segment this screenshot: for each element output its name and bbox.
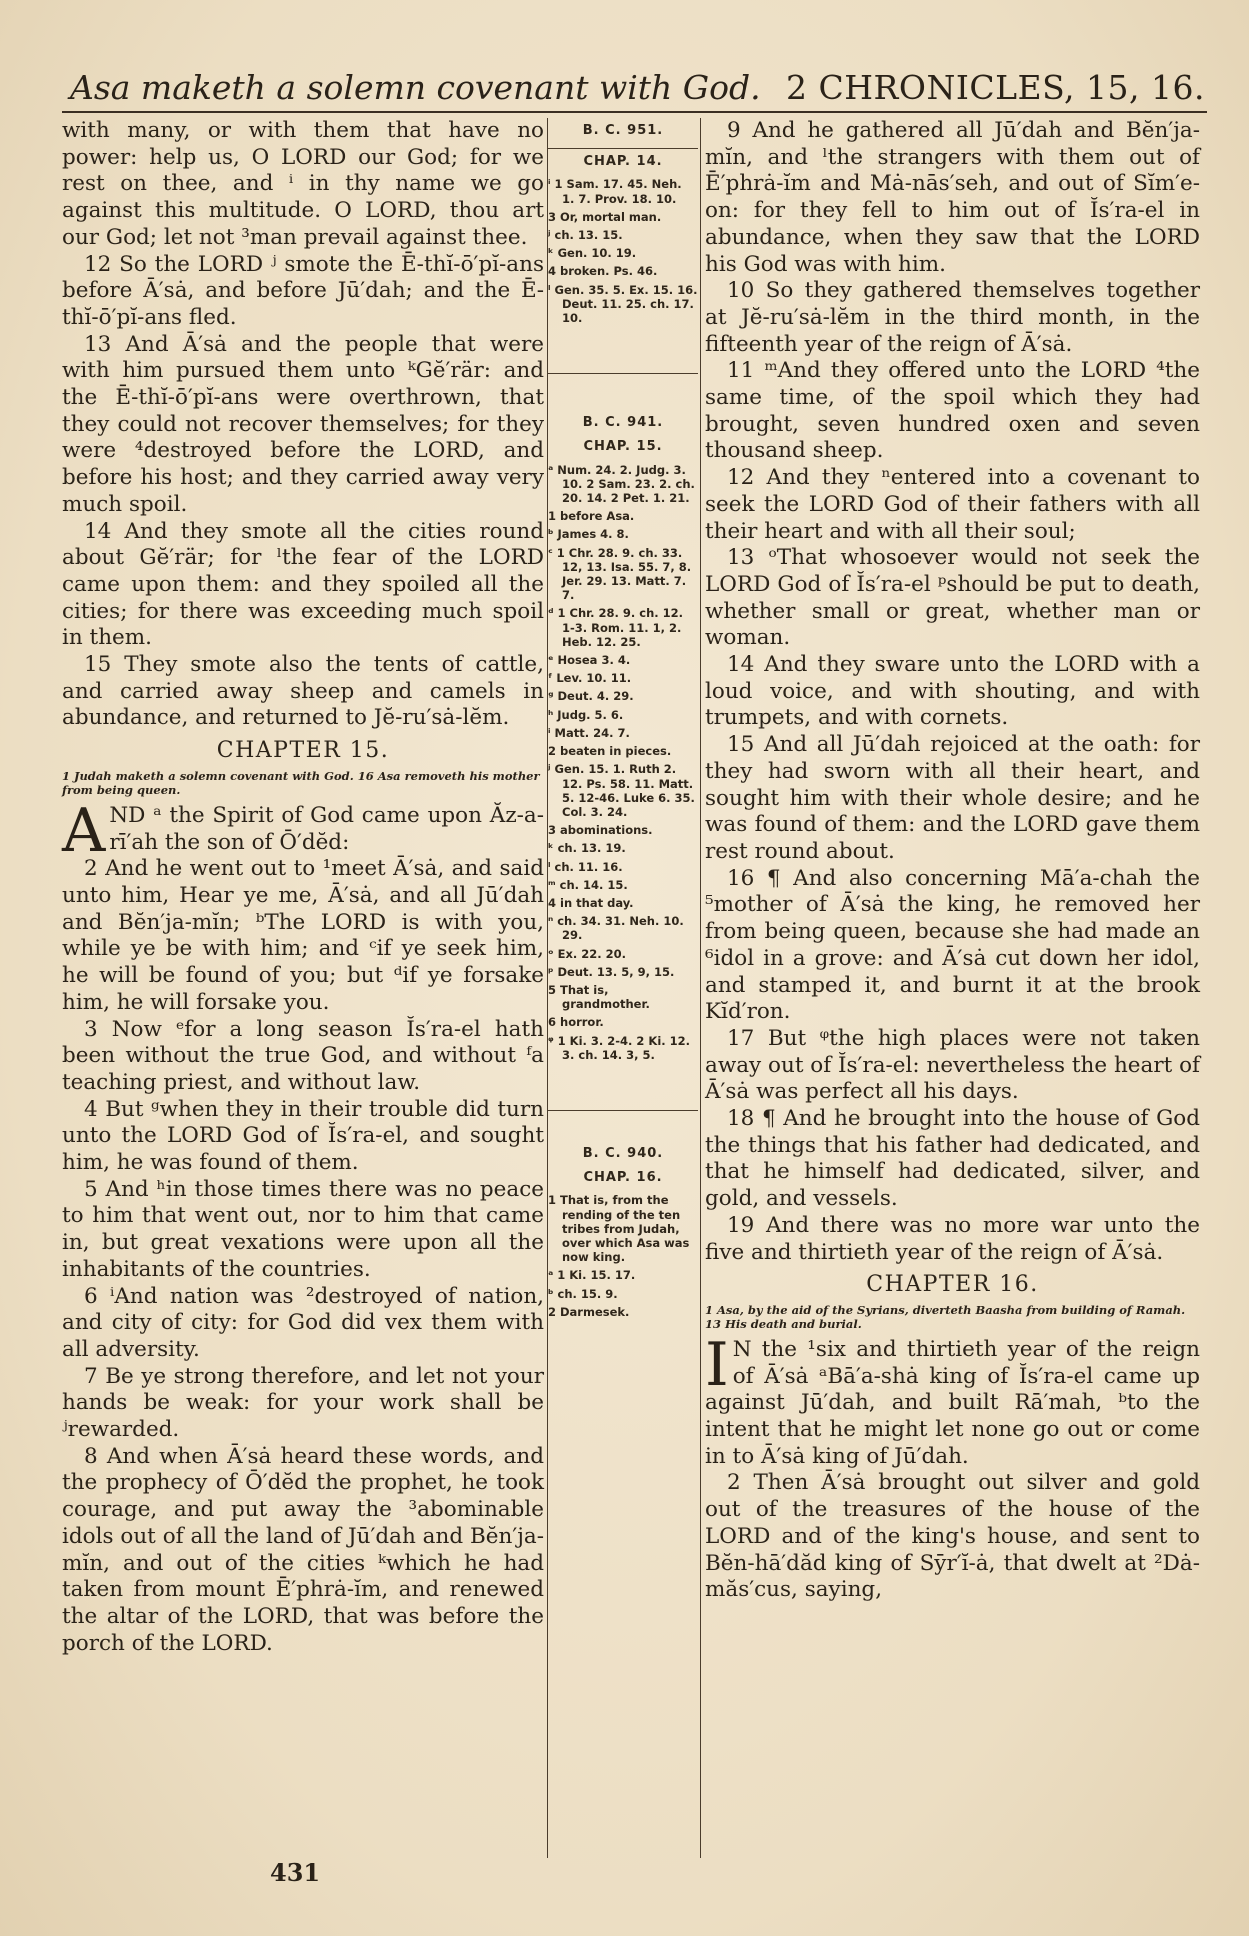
- right-text-column: [705, 118, 1200, 1604]
- margin-note: ᵇ ch. 15. 9.: [548, 1286, 618, 1301]
- chapter-summary: 1 Judah maketh a solemn covenant with God. 16 Asa removeth his mother from being queen.: [62, 768, 540, 797]
- verse-text: 14 And they smote all the cities round about Gĕ′rär; for ˡthe fear of the LORD came upon them: and they spoiled all the cities; for there was exceeding much spoil in them.: [62, 518, 544, 651]
- verse-text: 2 Then Ā′sȧ brought out silver and gold out of the treasures of the house of the LORD and of the king's house, and sent to Bĕn-hā′dăd king of Sȳr′ĭ-ȧ, that dwelt at ²Dȧ-măs′cus, saying,: [705, 1470, 1200, 1603]
- margin-rule: [548, 148, 698, 149]
- margin-note: ʲ ch. 13. 15.: [548, 228, 623, 243]
- running-header: [70, 68, 1205, 112]
- verse-text: 17 But ᵠthe high places were not taken away out of Ĭs′ra-el: nevertheless the heart of Ā′sȧ was perfect all his days.: [705, 1025, 1200, 1105]
- margin-note: ᵃ 1 Ki. 15. 17.: [548, 1268, 636, 1283]
- margin-note: ⁱ Matt. 24. 7.: [548, 725, 630, 740]
- verse-text: 8 And when Ā′sȧ heard these words, and the prophecy of Ō′dĕd the prophet, he took courage, and put away the ³abominable idols out of all the land of Jū′dah and Bĕn′ja-mĭn, and out of the cities ᵏwhich he had taken from mount Ē′phrȧ-ĭm, and renewed the altar of the LORD, that was before the porch of the LORD.: [62, 1443, 544, 1656]
- margin-note: ᵉ Hosea 3. 4.: [548, 653, 631, 668]
- margin-note: ᵐ ch. 14. 15.: [548, 877, 628, 892]
- verse-text: 14 And they sware unto the LORD with a loud voice, and with shouting, and with trumpets, and with cornets.: [705, 652, 1200, 731]
- verse-text: 15 And all Jū′dah rejoiced at the oath: for they had sworn with all their heart, and sought him with their whole desire; and he was found of them: and the LORD gave them rest round about.: [705, 732, 1200, 864]
- header-book-reference: 2 CHRONICLES, 15, 16.: [786, 68, 1205, 107]
- verse-text: 5 And ʰin those times there was no peace to him that went out, nor to him that came in, but great vexations were upon all the inhabitants of the countries.: [62, 1176, 544, 1282]
- margin-chapter: CHAP. 16.: [583, 1170, 663, 1186]
- margin-note: ⁿ ch. 34. 31. Neh. 10. 29.: [548, 914, 684, 943]
- page-number: 431: [270, 1858, 321, 1887]
- margin-rule: [548, 1110, 698, 1111]
- drop-cap: I: [705, 1329, 729, 1400]
- margin-note: ʰ Judg. 5. 6.: [548, 707, 624, 722]
- verse-text: 12 So the LORD ʲ smote the Ē-thĭ-ō′pĭ-ans before Ā′sȧ, and before Jū′dah; and the Ē-thĭ-ō′pĭ-ans fled.: [62, 251, 544, 330]
- verse-text: 3 Now ᵉfor a long season Ĭs′ra-el hath been without the true God, and without ᶠa teaching priest, and without law.: [62, 1016, 544, 1095]
- verse-text: 18 ¶ And he brought into the house of God the things that his father had dedicated, and that he himself had dedicated, silver, and gold, and vessels.: [705, 1106, 1200, 1212]
- verse-text: 11 ᵐAnd they offered unto the LORD ⁴the same time, of the spoil which they had brought, seven hundred oxen and seven thousand sheep.: [705, 358, 1200, 464]
- margin-note: ᵒ Ex. 22. 20.: [548, 946, 627, 961]
- chapter-heading: CHAPTER 15.: [216, 738, 390, 764]
- margin-note: 6 horror.: [548, 1015, 604, 1030]
- margin-note: 2 Darmesek.: [548, 1304, 630, 1319]
- verse-text: 9 And he gathered all Jū′dah and Bĕn′ja-mĭn, and ˡthe strangers with them out of Ē′phrȧ-ĭm and Mȧ-nās′seh, and out of Sĭm′e-on: for they fell to him out of Ĭs′ra-el in abundance, when they saw that the LORD his God was with him.: [705, 118, 1200, 277]
- margin-note: 1 before Asa.: [548, 509, 635, 524]
- chapter-heading: CHAPTER 16.: [866, 1272, 1039, 1298]
- margin-note: ᵏ ch. 13. 19.: [548, 841, 626, 856]
- header-left-title: Asa maketh a solemn covenant with God.: [70, 68, 761, 107]
- margin-note: ᵠ 1 Ki. 3. 2-4. 2 Ki. 12. 3. ch. 14. 3, 5.: [548, 1033, 691, 1062]
- margin-rule: [548, 373, 698, 374]
- margin-chapter: CHAP. 15.: [583, 439, 663, 455]
- verse-text: 10 So they gathered themselves together at Jĕ-ru′sȧ-lĕm in the third month, in the fifteenth year of the reign of Ā′sȧ.: [705, 278, 1200, 357]
- verse-text: 13 And Ā′sȧ and the people that were with him pursued them unto ᵏGĕ′rär: and the Ē-thĭ-ō′pĭ-ans were overthrown, that they could not recover themselves; for they were ⁴destroyed before the LORD, and before his host; and they carried away very much spoil.: [62, 331, 544, 517]
- margin-references: [548, 118, 698, 1323]
- margin-note: ᵖ Deut. 13. 5, 9, 15.: [548, 964, 675, 979]
- margin-note: ⁱ 1 Sam. 17. 45. Neh. 1. 7. Prov. 18. 10.: [548, 177, 682, 206]
- margin-note: 2 beaten in pieces.: [548, 744, 672, 759]
- verse-text: 6 ⁱAnd nation was ²destroyed of nation, and city of city: for God did vex them with all adversity.: [62, 1283, 544, 1362]
- margin-note: 4 broken. Ps. 46.: [548, 264, 658, 279]
- verse-text: 19 And there was no more war unto the five and thirtieth year of the reign of Ā′sȧ.: [705, 1212, 1200, 1265]
- margin-chapter: CHAP. 14.: [583, 154, 663, 170]
- margin-note: 3 abominations.: [548, 823, 653, 838]
- verse-text: with many, or with them that have no power: help us, O LORD our God; for we rest on thee, and ⁱ in thy name we go against this multitude. O LORD, thou art our God; let not ³man prevail against thee.: [62, 118, 544, 250]
- verse-text: 4 But ᵍwhen they in their trouble did turn unto the LORD God of Ĭs′ra-el, and sought him, he was found of them.: [62, 1096, 544, 1176]
- drop-cap: A: [62, 795, 106, 866]
- left-text-column: [62, 118, 544, 1657]
- margin-note: ᵃ Num. 24. 2. Judg. 3. 10. 2 Sam. 23. 2. ch. 20. 14. 2 Pet. 1. 21.: [548, 462, 695, 506]
- margin-date: B. C. 941.: [582, 415, 664, 431]
- header-rule: [62, 111, 1207, 113]
- margin-note: 4 in that day.: [548, 895, 634, 910]
- margin-note: 5 That is, grandmother.: [548, 982, 650, 1012]
- margin-note: ˡ ch. 11. 16.: [548, 859, 623, 874]
- margin-note: 1 That is, from the rending of the ten tribes from Judah, over which Asa was now king.: [548, 1193, 690, 1265]
- verse-text: 15 They smote also the tents of cattle, and carried away sheep and camels in abundance, and returned to Jĕ-ru′sȧ-lĕm.: [62, 652, 544, 731]
- margin-note: ᵍ Deut. 4. 29.: [548, 689, 634, 704]
- margin-note: ᵏ Gen. 10. 19.: [548, 246, 637, 261]
- margin-date: B. C. 951.: [582, 123, 664, 138]
- column-divider: [700, 118, 701, 1858]
- chapter-summary: 1 Asa, by the aid of the Syrians, diverteth Baasha from building of Ramah. 13 His death and burial.: [705, 1302, 1186, 1331]
- margin-note: ᶜ 1 Chr. 28. 9. ch. 33. 12, 13. Isa. 55. 7, 8. Jer. 29. 13. Matt. 7. 7.: [548, 545, 692, 603]
- margin-note: ᵇ James 4. 8.: [548, 527, 629, 542]
- verse-text: ND ᵃ the Spirit of God came upon Ăz-a-rī′ah the son of Ō′dĕd:: [109, 802, 544, 855]
- margin-note: ˡ Gen. 35. 5. Ex. 15. 16. Deut. 11. 25. ch. 17. 10.: [548, 282, 698, 326]
- margin-note: ᶠ Lev. 10. 11.: [548, 671, 632, 686]
- verse-text: 13 ᵒThat whosoever would not seek the LORD God of Ĭs′ra-el ᵖshould be put to death, whether small or great, whether man or woman.: [705, 545, 1200, 651]
- verse-text: 12 And they ⁿentered into a covenant to seek the LORD God of their fathers with all their heart and with all their soul;: [705, 465, 1200, 544]
- margin-date: B. C. 940.: [582, 1145, 664, 1161]
- verse-text: N the ¹six and thirtieth year of the reign of Ā′sȧ ᵃBā′a-shȧ king of Ĭs′ra-el came up against Jū′dah, and built Rā′mah, ᵇto the intent that he might let none go out or come in to Ā′sȧ king of Jū′dah.: [705, 1336, 1200, 1469]
- margin-note: 3 Or, mortal man.: [548, 209, 662, 224]
- verse-text: 7 Be ye strong therefore, and let not your hands be weak: for your work shall be ʲrewarded.: [62, 1363, 544, 1443]
- verse-text: 16 ¶ And also concerning Mā′a-chah the ⁵mother of Ā′sȧ the king, he removed her from being queen, because she had made an ⁶idol in a grove: and Ā′sȧ cut down her idol, and stamped it, and burnt it at the brook Kĭd′ron.: [705, 865, 1200, 1025]
- margin-note: ᵈ 1 Chr. 28. 9. ch. 12. 1-3. Rom. 11. 1, 2. Heb. 12. 25.: [548, 606, 684, 649]
- verse-text: 2 And he went out to ¹meet Ā′sȧ, and said unto him, Hear ye me, Ā′sȧ, and all Jū′dah and Bĕn′ja-mĭn; ᵇThe LORD is with you, while ye be with him; and ᶜif ye seek him, he will be found of you; but ᵈif ye forsake him, he will forsake you.: [62, 856, 544, 1015]
- margin-note: ʲ Gen. 15. 1. Ruth 2. 12. Ps. 58. 11. Matt. 5. 12-46. Luke 6. 35. Col. 3. 24.: [548, 762, 695, 819]
